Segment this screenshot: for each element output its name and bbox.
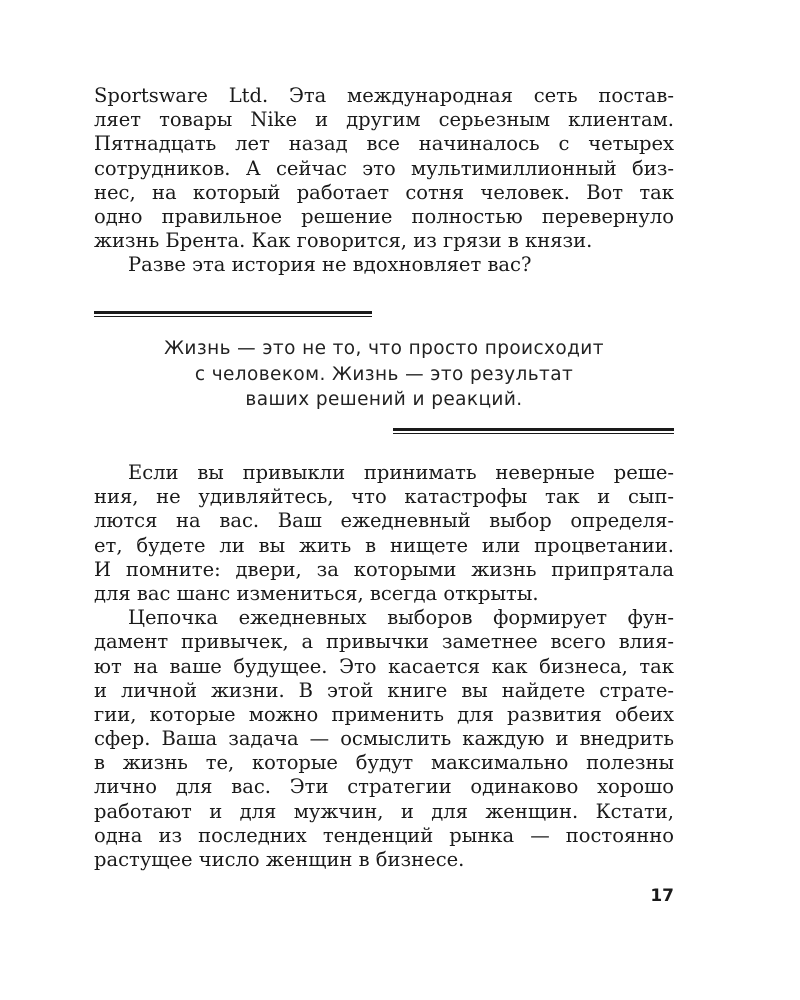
quote-rule-bottom xyxy=(393,428,674,434)
text-line: одно правильное решение полностью перевернуло xyxy=(94,204,674,228)
text-line: Sportsware Ltd. Эта международная сеть постав- xyxy=(94,84,674,107)
text-line: ния, не удивляйтесь, что катастрофы так и сып- xyxy=(94,485,674,509)
text-line: одна из последних тенденций рынка — постоянно xyxy=(94,823,674,847)
text-line: лются на вас. Ваш ежедневный выбор определя- xyxy=(94,509,674,533)
text-line: ет, будете ли вы жить в нищете или процветании. xyxy=(94,533,674,557)
text-line: растущее число женщин в бизнесе. xyxy=(94,848,465,872)
paragraph xyxy=(94,461,674,606)
paragraph xyxy=(94,84,674,253)
text-line: и личной жизни. В этой книге вы найдете страте- xyxy=(94,678,674,702)
quote-rule-top xyxy=(94,311,372,317)
text-line: ют на ваше будущее. Это касается как бизнеса, так xyxy=(94,654,674,678)
text-line: лично для вас. Эти стратегии одинаково хорошо xyxy=(94,775,674,799)
text-line: работают и для мужчин, и для женщин. Кстати, xyxy=(94,799,674,823)
text-line: в жизнь те, которые будут максимально полезны xyxy=(94,751,674,775)
text-line: Пятнадцать лет назад все начиналось с четырех xyxy=(94,132,674,156)
pull-quote xyxy=(94,336,674,413)
text-line: дамент привычек, а привычки заметнее всего влия- xyxy=(94,630,674,654)
page-number: 17 xyxy=(650,886,674,906)
paragraph xyxy=(94,606,674,872)
text-line: Цепочка ежедневных выборов формирует фун- xyxy=(128,606,674,630)
text-line: Если вы привыкли принимать неверные реше- xyxy=(128,461,674,484)
text-line: сфер. Ваша задача — осмыслить каждую и внедрить xyxy=(94,727,674,751)
text-line: жизнь Брента. Как говорится, из грязи в князи. xyxy=(94,229,593,253)
quote-line: Жизнь — это не то, что просто происходит xyxy=(164,338,604,359)
text-line: нес, на который работает сотня человек. Вот так xyxy=(94,180,674,204)
text-line: гии, которые можно применить для развития обеих xyxy=(94,702,674,726)
text-line: сотрудников. А сейчас это мультимиллионный биз- xyxy=(94,156,674,180)
quote-line: ваших решений и реакций. xyxy=(245,389,523,410)
text-line: ляет товары Nike и другим серьезным клиентам. xyxy=(94,108,674,132)
text-line: для вас шанс измениться, всегда открыты. xyxy=(94,581,539,605)
text-line: И помните: двери, за которыми жизнь припрятала xyxy=(94,557,674,581)
body-text-bottom xyxy=(94,461,674,872)
text-line: Разве эта история не вдохновляет вас? xyxy=(128,253,532,277)
quote-line: с человеком. Жизнь — это результат xyxy=(194,363,574,385)
paragraph xyxy=(94,253,674,277)
body-text-top xyxy=(94,84,674,278)
